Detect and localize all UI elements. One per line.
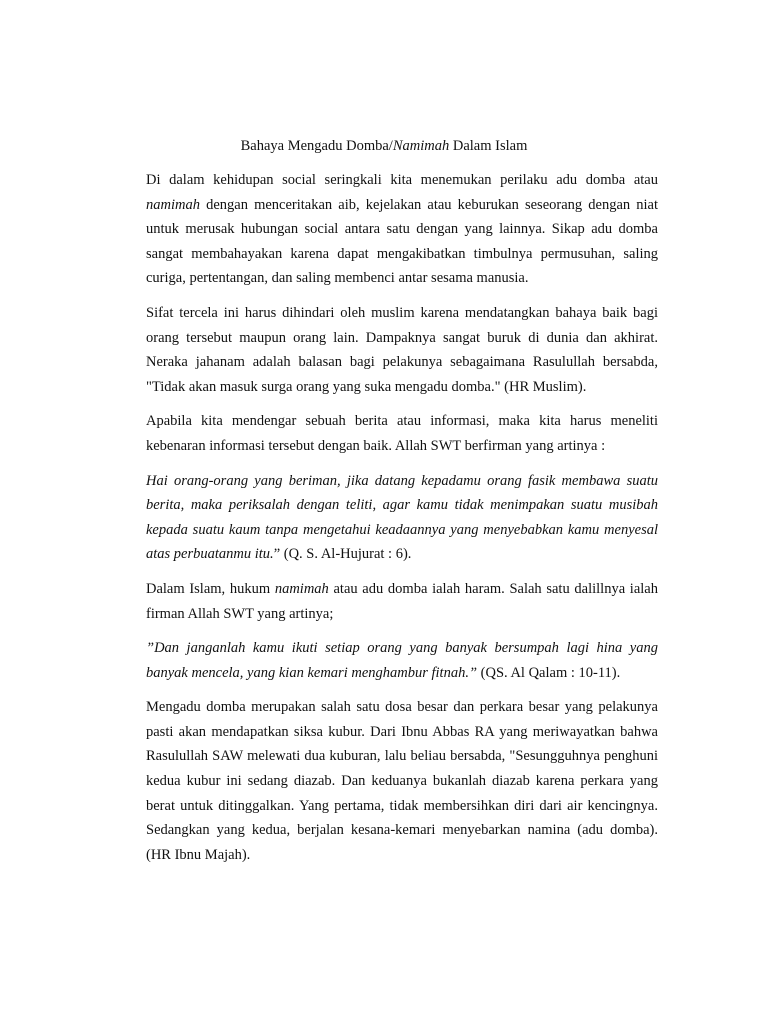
paragraph-3: Apabila kita mendengar sebuah berita atau informasi, maka kita harus meneliti kebenaran informasi tersebut dengan baik. Allah SWT berfirman yang artinya : [146, 413, 658, 454]
quote-qalam-text: ”Dan janganlah kamu ikuti setiap orang yang banyak bersumpah lagi hina yang banyak mencela, yang kian kemari menghambur fitnah.” [146, 640, 658, 681]
p4-italic-term: namimah [274, 580, 329, 597]
quote-qalam [146, 636, 658, 685]
paragraph-5: Mengadu domba merupakan salah satu dosa besar dan perkara besar yang pelakunya pasti akan mendapatkan siksa kubur. Dari Ibnu Abbas RA yang meriwayatkan bahwa Rasulullah SAW melewati dua kuburan, lalu beliau bersabda, "Sesungguhnya penghuni kedua kubur ini sedang diazab. Dan keduanya bukanlah diazab karena perkara yang berat untuk ditinggalkan. Yang pertama, tidak membersihkan diri dari air kencingnya. Sedangkan yang kedua, berjalan kesana-kemari menyebarkan namina (adu domba). (HR Ibnu Majah). [146, 699, 658, 863]
quote-hujurat-reference: ” (Q. S. Al-Hujurat : 6). [273, 546, 412, 563]
quote-hujurat [146, 469, 658, 567]
document-title [0, 136, 768, 156]
document-body [146, 168, 658, 877]
paragraph-1 [146, 168, 658, 291]
p1-italic-term: namimah [146, 196, 200, 213]
quote-qalam-reference: (QS. Al Qalam : 10-11). [477, 664, 621, 681]
p4-text-start: Dalam Islam, hukum [146, 580, 275, 597]
paragraph-2: Sifat tercela ini harus dihindari oleh muslim karena mendatangkan bahaya baik bagi orang tersebut maupun orang lain. Dampaknya sangat buruk di dunia dan akhirat. Neraka jahanam adalah balasan bagi pelakunya sebagaimana Rasulullah bersabda, "Tidak akan masuk surga orang yang suka mengadu domba." (HR Muslim). [146, 304, 658, 395]
title-text-end: Dalam Islam [449, 138, 528, 154]
title-italic-term: Namimah [392, 138, 450, 154]
p1-text-end: dengan menceritakan aib, kejelakan atau keburukan seseorang dengan niat untuk merusak hubungan social antara satu dengan yang lainnya. Sikap adu domba sangat membahayakan karena dapat mengakibatkan timbulnya permusuhan, saling curiga, pertentangan, dan saling membenci antar sesama manusia. [146, 196, 658, 287]
p1-text-start: Di dalam kehidupan social seringkali kita menemukan perilaku adu domba atau [146, 172, 658, 188]
quote-hujurat-text: Hai orang-orang yang beriman, jika datang kepadamu orang fasik membawa suatu berita, maka periksalah dengan teliti, agar kamu tidak menimpakan suatu musibah kepada suatu kaum tanpa mengetahui keadaannya yang menyebabkan kamu menyesal atas perbuatanmu itu. [146, 472, 658, 563]
title-text: Bahaya Mengadu Domba/ [240, 138, 393, 154]
p4-text-end: atau adu domba ialah haram. Salah satu dalillnya ialah firman Allah SWT yang artinya; [146, 580, 658, 622]
paragraph-4 [146, 577, 658, 626]
